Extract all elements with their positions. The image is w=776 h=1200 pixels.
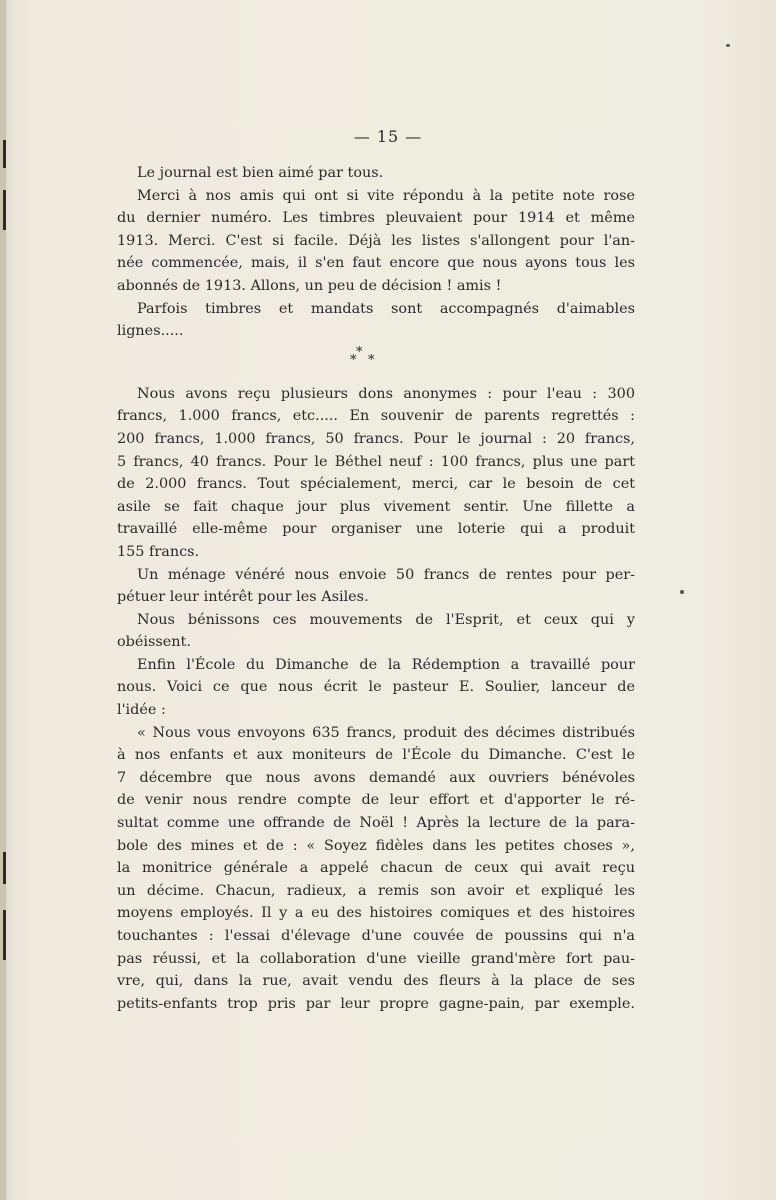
text-line: travaillé elle-même pour organiser une loterie qui a produit <box>117 521 635 538</box>
text-line: lignes..... <box>117 323 184 340</box>
body-text <box>117 162 635 1015</box>
text-line: nous. Voici ce que nous écrit le pasteur E. Soulier, lanceur de <box>117 679 635 696</box>
binding-mark <box>3 852 6 884</box>
text-line: 200 francs, 1.000 francs, 50 francs. Pour le journal : 20 francs, <box>117 430 635 447</box>
binding-mark <box>3 190 6 230</box>
text-line: petits-enfants trop pris par leur propre gagne-pain, par exemple. <box>117 995 635 1012</box>
asterism-star: * <box>350 352 357 368</box>
text-line: francs, 1.000 francs, etc..... En souvenir de parents regrettés : <box>117 408 635 425</box>
text-line: obéissent. <box>117 634 191 651</box>
text-line: asile se fait chaque jour plus vivement sentir. Une fillette a <box>117 498 635 515</box>
text-line: née commencée, mais, il s'en faut encore que nous ayons tous les <box>117 255 635 272</box>
section-asterism <box>117 343 635 383</box>
text-line: vre, qui, dans la rue, avait vendu des fleurs à la place de ses <box>117 973 635 990</box>
asterism-star: * <box>356 344 363 360</box>
text-line: Merci à nos amis qui ont si vite répondu à la petite note rose <box>137 187 635 204</box>
text-line: pétuer leur intérêt pour les Asiles. <box>117 589 369 606</box>
text-line: 5 francs, 40 francs. Pour le Béthel neuf : 100 francs, plus une part <box>117 453 635 470</box>
text-line: l'idée : <box>117 702 166 719</box>
text-line: Enfin l'École du Dimanche de la Rédemption a travaillé pour <box>137 656 635 673</box>
text-line: sultat comme une offrande de Noël ! Après la lecture de la para- <box>117 815 635 832</box>
text-line: de venir nous rendre compte de leur effort et d'apporter le ré- <box>117 792 635 809</box>
text-line: de 2.000 francs. Tout spécialement, merci, car le besoin de cet <box>117 476 635 493</box>
text-line: 155 francs. <box>117 543 200 560</box>
text-line: pas réussi, et la collaboration d'une vieille grand'mère fort pau- <box>117 950 635 967</box>
text-line: à nos enfants et aux moniteurs de l'École du Dimanche. C'est le <box>117 747 635 764</box>
text-line: du dernier numéro. Les timbres pleuvaient pour 1914 et même <box>117 210 635 227</box>
text-line: 7 décembre que nous avons demandé aux ouvriers bénévoles <box>117 769 635 786</box>
text-line: Nous bénissons ces mouvements de l'Esprit, et ceux qui y <box>137 611 635 628</box>
text-line: Parfois timbres et mandats sont accompagnés d'aimables <box>137 300 635 317</box>
text-line: un décime. Chacun, radieux, a remis son avoir et expliqué les <box>117 882 635 899</box>
text-line: « Nous vous envoyons 635 francs, produit des décimes distribués <box>137 724 635 741</box>
text-line: Nous avons reçu plusieurs dons anonymes : pour l'eau : 300 <box>137 385 635 402</box>
text-line: touchantes : l'essai d'élevage d'une couvée de poussins qui n'a <box>117 928 635 944</box>
text-line: Un ménage vénéré nous envoie 50 francs de rentes pour per- <box>137 566 635 583</box>
paper-speck <box>680 590 684 594</box>
asterism-star: * <box>368 352 375 368</box>
page-number: — 15 — <box>353 127 423 146</box>
text-line: abonnés de 1913. Allons, un peu de décision ! amis ! <box>117 277 502 294</box>
text-line: Le journal est bien aimé par tous. <box>137 165 384 181</box>
paper-speck <box>726 44 730 47</box>
text-line: 1913. Merci. C'est si facile. Déjà les listes s'allongent pour l'an- <box>117 232 635 249</box>
text-line: la monitrice générale a appelé chacun de ceux qui avait reçu <box>117 860 635 877</box>
binding-mark <box>3 910 6 960</box>
text-line: bole des mines et de : « Soyez fidèles dans les petites choses », <box>117 837 635 854</box>
text-line: moyens employés. Il y a eu des histoires comiques et des histoires <box>117 905 635 922</box>
page-binding-edge <box>0 0 6 1200</box>
